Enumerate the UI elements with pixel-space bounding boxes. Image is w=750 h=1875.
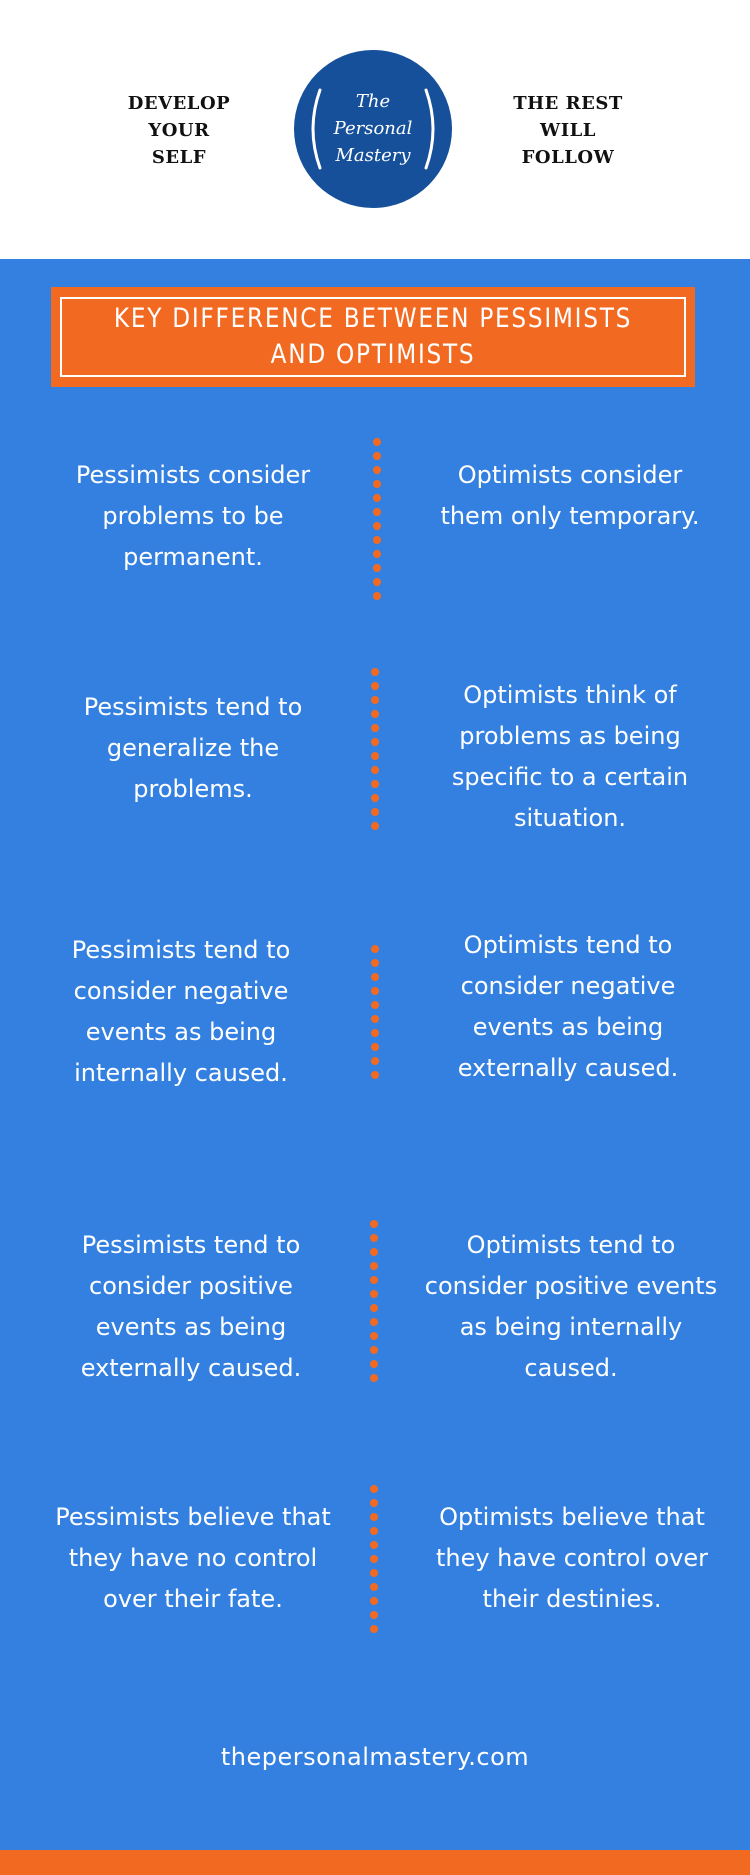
divider-dot — [371, 959, 379, 967]
title-frame — [60, 297, 686, 377]
divider-dot — [370, 1318, 378, 1326]
row-divider — [370, 1485, 378, 1640]
divider-dot — [371, 1001, 379, 1009]
divider-dot — [371, 780, 379, 788]
divider-dot — [371, 945, 379, 953]
divider-dot — [371, 738, 379, 746]
divider-dot — [370, 1513, 378, 1521]
divider-dot — [371, 1071, 379, 1079]
divider-dot — [373, 508, 381, 516]
logo — [294, 50, 452, 208]
pessimist-statement: Pessimists consider problems to be permanent. — [75, 461, 311, 571]
divider-dot — [371, 808, 379, 816]
optimist-statement: Optimists think of problems as being specific to a certain situation. — [451, 681, 689, 832]
divider-dot — [373, 550, 381, 558]
pessimist-statement: Pessimists tend to consider positive events as being externally caused. — [80, 1231, 302, 1382]
divider-dot — [370, 1290, 378, 1298]
optimist-statement: Optimists tend to consider negative events as being externally caused. — [457, 931, 679, 1082]
divider-dot — [370, 1248, 378, 1256]
pessimist-statement: Pessimists believe that they have no control over their fate. — [55, 1503, 331, 1613]
divider-dot — [373, 592, 381, 600]
divider-dot — [370, 1262, 378, 1270]
footer-bar — [0, 1850, 750, 1875]
divider-dot — [373, 564, 381, 572]
pessimist-statement: Pessimists tend to generalize the problems. — [83, 693, 303, 803]
divider-dot — [370, 1304, 378, 1312]
divider-dot — [370, 1499, 378, 1507]
divider-dot — [371, 668, 379, 676]
website-url: thepersonalmastery.com — [220, 1743, 530, 1771]
optimist-statement: Optimists tend to consider positive events as being internally caused. — [424, 1231, 718, 1382]
divider-dot — [371, 682, 379, 690]
title-banner — [51, 287, 695, 387]
row-divider — [370, 1220, 378, 1390]
divider-dot — [370, 1555, 378, 1563]
tagline-develop-yourself: DEVELOP YOUR SELF — [127, 93, 231, 168]
logo-text: The Personal Mastery — [333, 91, 413, 166]
header-banner — [0, 0, 750, 259]
divider-dot — [370, 1220, 378, 1228]
divider-dot — [373, 438, 381, 446]
divider-dot — [370, 1597, 378, 1605]
divider-dot — [373, 480, 381, 488]
divider-dot — [370, 1374, 378, 1382]
divider-dot — [371, 710, 379, 718]
divider-dot — [371, 1015, 379, 1023]
divider-dot — [371, 766, 379, 774]
divider-dot — [371, 1029, 379, 1037]
divider-dot — [370, 1332, 378, 1340]
optimist-statement: Optimists believe that they have control over their destinies. — [435, 1503, 709, 1613]
divider-dot — [373, 522, 381, 530]
divider-dot — [370, 1541, 378, 1549]
tagline-rest-will-follow: THE REST WILL FOLLOW — [513, 93, 623, 168]
divider-dot — [371, 794, 379, 802]
divider-dot — [370, 1346, 378, 1354]
divider-dot — [373, 466, 381, 474]
divider-dot — [371, 1057, 379, 1065]
divider-dot — [370, 1276, 378, 1284]
divider-dot — [371, 973, 379, 981]
divider-dot — [370, 1583, 378, 1591]
divider-dot — [370, 1625, 378, 1633]
divider-dot — [370, 1360, 378, 1368]
divider-dot — [371, 696, 379, 704]
row-divider — [373, 438, 381, 608]
divider-dot — [373, 452, 381, 460]
divider-dot — [370, 1234, 378, 1242]
divider-dot — [373, 578, 381, 586]
divider-dot — [373, 494, 381, 502]
page-title: KEY DIFFERENCE BETWEEN PESSIMISTS AND OPTIMISTS — [113, 303, 633, 370]
row-divider — [371, 945, 379, 1085]
divider-dot — [370, 1485, 378, 1493]
divider-dot — [371, 987, 379, 995]
divider-dot — [370, 1569, 378, 1577]
divider-dot — [371, 822, 379, 830]
divider-dot — [371, 724, 379, 732]
divider-dot — [371, 752, 379, 760]
optimist-statement: Optimists consider them only temporary. — [440, 461, 700, 530]
pessimist-statement: Pessimists tend to consider negative events as being internally caused. — [71, 936, 291, 1087]
divider-dot — [370, 1611, 378, 1619]
divider-dot — [371, 1043, 379, 1051]
row-divider — [371, 668, 379, 838]
divider-dot — [370, 1527, 378, 1535]
divider-dot — [373, 536, 381, 544]
